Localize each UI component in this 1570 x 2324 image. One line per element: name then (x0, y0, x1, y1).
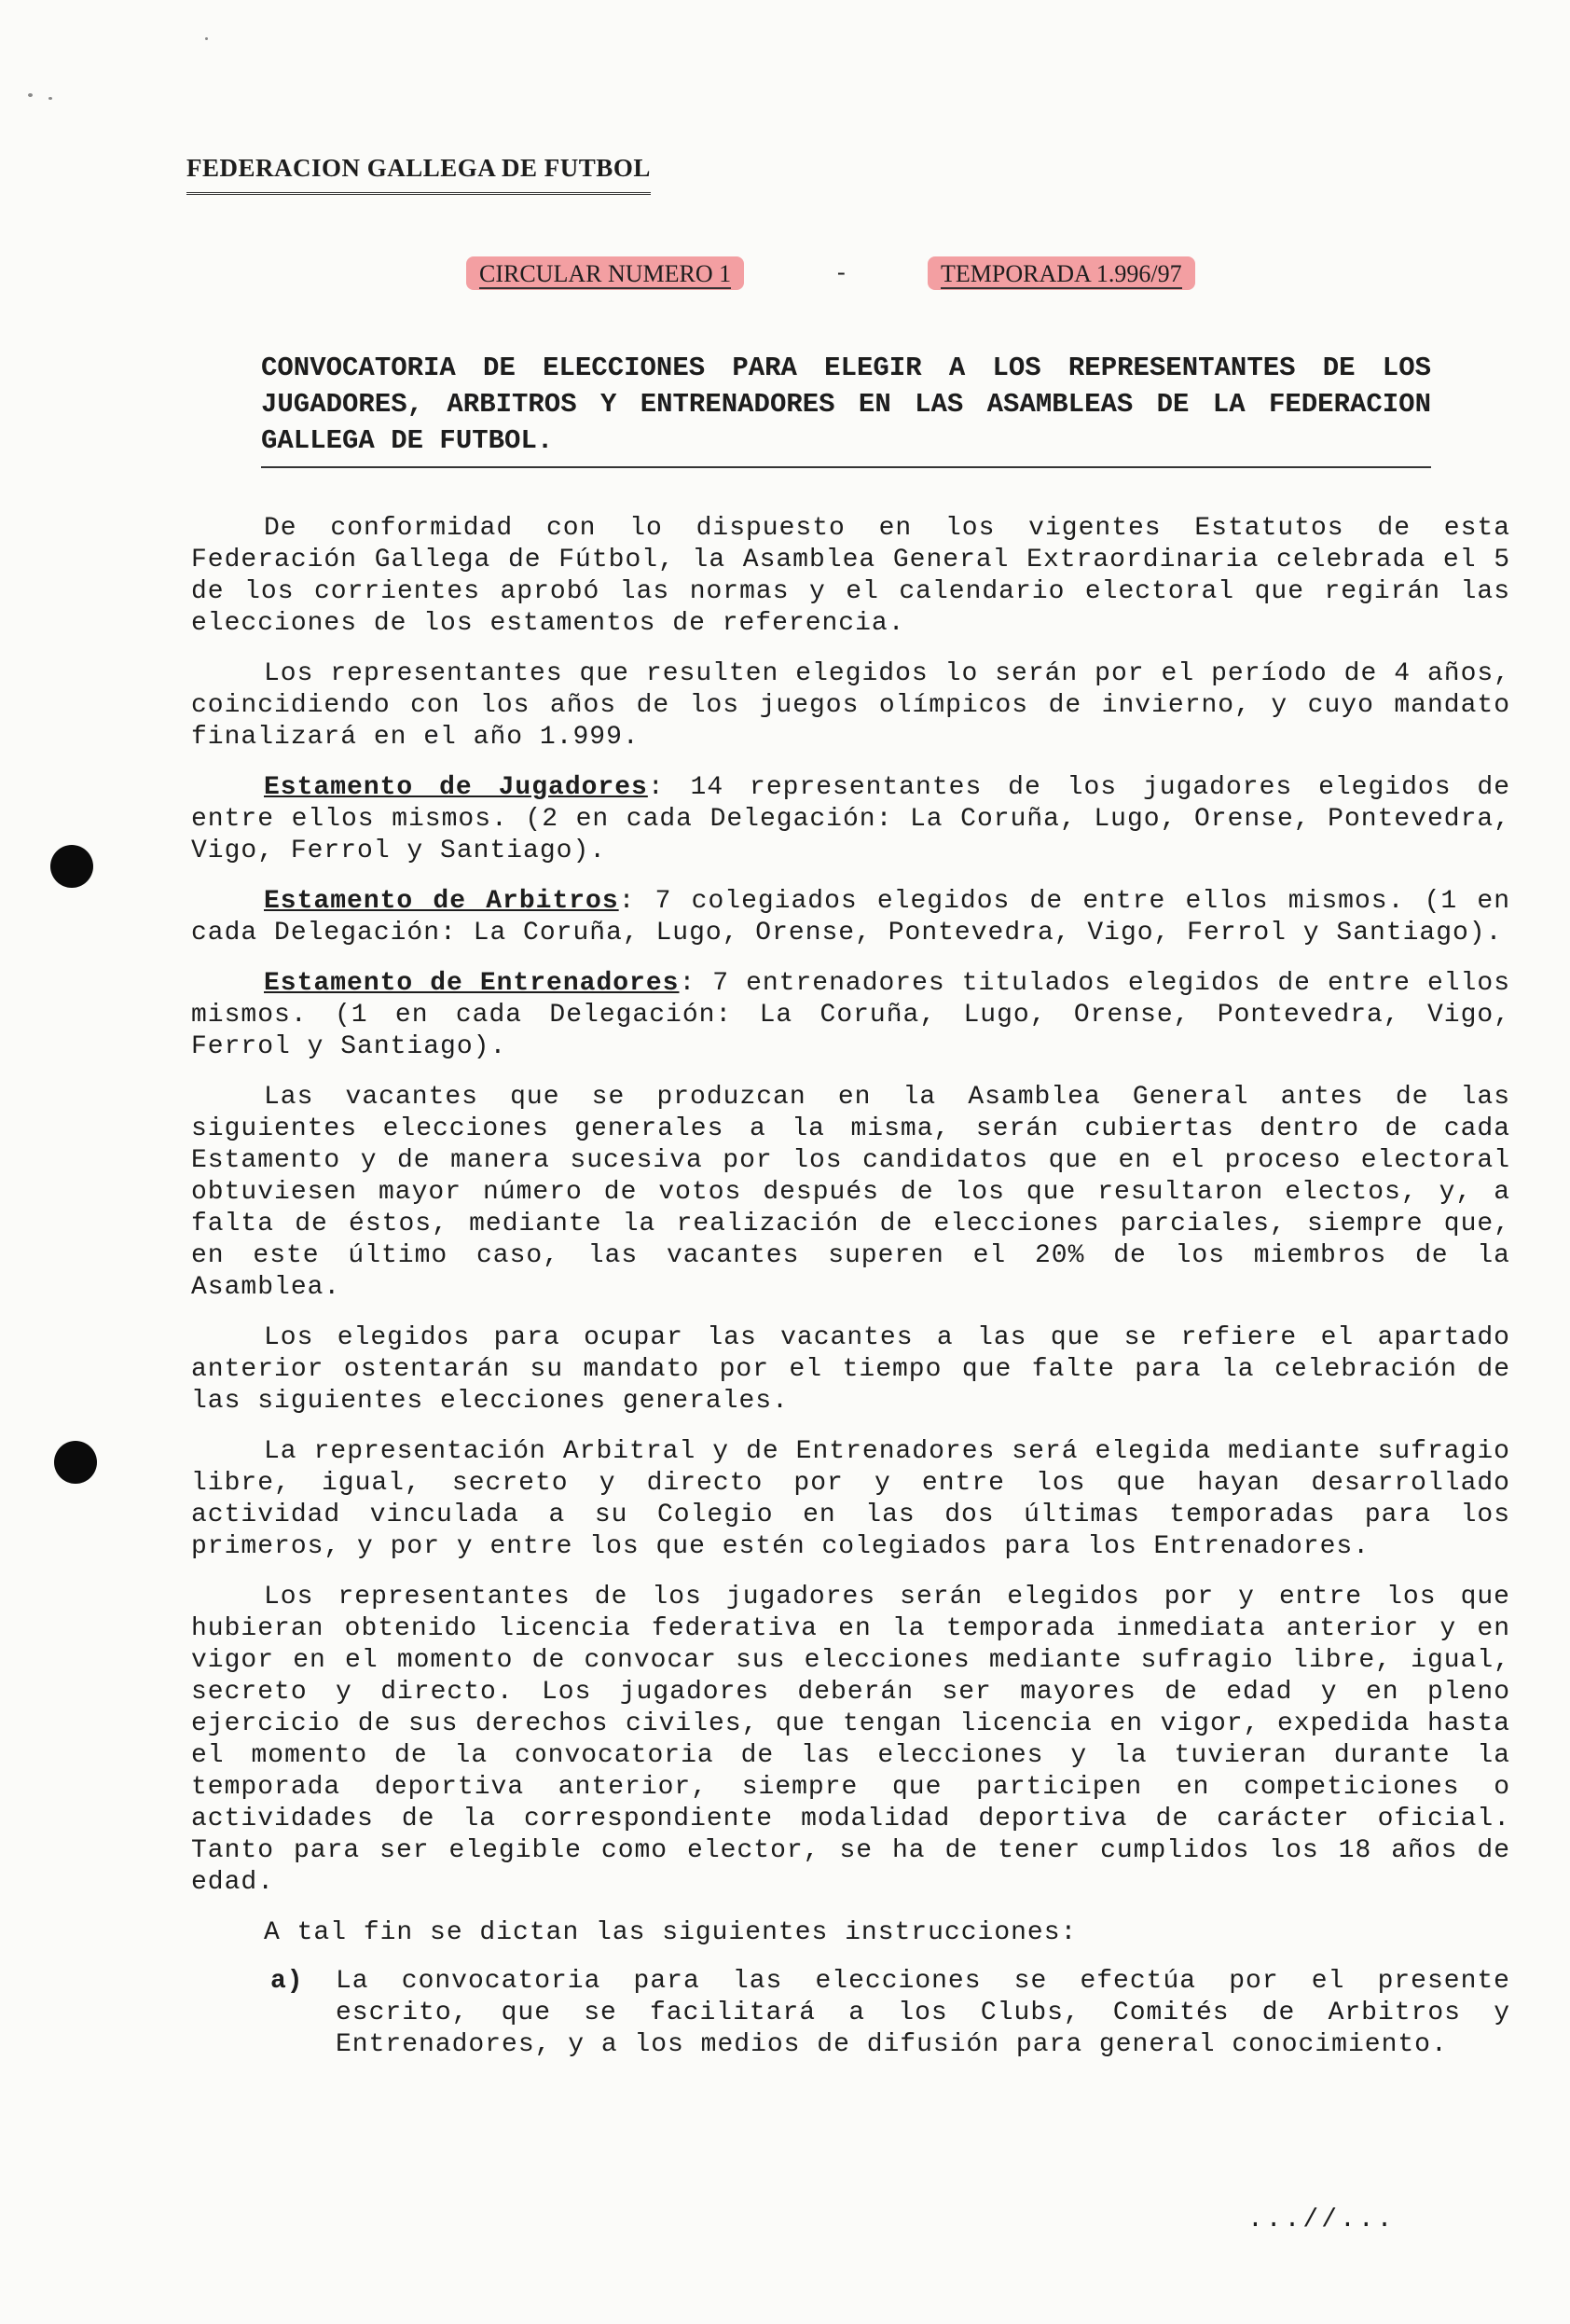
estamento-entrenadores-label: Estamento de Entrenadores (264, 969, 680, 998)
paper-speck (205, 37, 208, 40)
season-highlight (928, 256, 1195, 290)
paragraph-representacion: La representación Arbitral y de Entrenadores será elegida mediante sufragio libre, igual, secreto y directo por y entre los que hayan desarrollado actividad vinculada a su Colegio en las dos últimas temporadas para los primeros, y por y entre los que estén colegiados para los Entrenadores. (191, 1437, 1510, 1561)
estamento-entrenadores-text: : 7 entrenadores titulados elegidos de entre ellos mismos. (1 en cada Delegación: La Coruña, Lugo, Orense, Pontevedra, Vigo, Ferrol y Santiago). (191, 969, 1510, 1061)
instruction-item-a (191, 1966, 1510, 2061)
paragraph-estamento-arbitros (191, 886, 1510, 949)
estamento-arbitros-label: Estamento de Arbitros (264, 887, 619, 916)
estamento-arbitros-text: : 7 colegiados elegidos de entre ellos mismos. (1 en cada Delegación: La Coruña, Lugo, Orense, Pontevedra, Vigo, Ferrol y Santiago). (191, 887, 1510, 948)
paper-speck (28, 93, 33, 97)
estamento-jugadores-text: : 14 representantes de los jugadores elegidos de entre ellos mismos. (2 en cada Delegación: La Coruña, Lugo, Orense, Pontevedra, Vigo, Ferrol y Santiago). (191, 773, 1510, 865)
organization-header: FEDERACION GALLEGA DE FUTBOL (186, 154, 651, 195)
instruction-item-a-label: a) (270, 1967, 304, 1996)
document-title: CONVOCATORIA DE ELECCIONES PARA ELEGIR A LOS REPRESENTANTES DE LOS JUGADORES, ARBITROS Y ENTRENADORES EN LAS ASAMBLEAS DE LA FEDERACION GALLEGA DE FUTBOL. (261, 350, 1431, 468)
continuation-mark: ...//... (1247, 2206, 1396, 2234)
paragraph-elegidos: Los elegidos para ocupar las vacantes a las que se refiere el apartado anterior ostentarán su mandato por el tiempo que falte para la celebración de las siguientes elecciones generales. (191, 1323, 1510, 1416)
document-body (191, 513, 1510, 2080)
season-label: TEMPORADA 1.996/97 (941, 260, 1182, 287)
paragraph-instrucciones: A tal fin se dictan las siguientes instrucciones: (264, 1918, 1078, 1947)
paper-speck (48, 97, 52, 100)
estamento-jugadores-label: Estamento de Jugadores (264, 773, 648, 802)
punch-hole (50, 845, 93, 888)
paragraph-estamento-entrenadores (191, 968, 1510, 1063)
paragraph-estamento-jugadores (191, 772, 1510, 867)
circular-separator: - (837, 258, 846, 285)
instruction-item-a-text: La convocatoria para las elecciones se efectúa por el presente escrito, que se facilitará a los Clubs, Comités de Arbitros y Entrenadores, y a los medios de difusión para general conocimiento. (336, 1967, 1510, 2059)
paragraph-vacantes: Las vacantes que se produzcan en la Asamblea General antes de las siguientes elecciones generales a la misma, serán cubiertas dentro de cada Estamento y de manera sucesiva por los candidatos que en el proceso electoral obtuviesen mayor número de votos después de los que resultaron electos, y, a falta de éstos, mediante la realización de elecciones parciales, siempre que, en este último caso, las vacantes superen el 20% de los miembros de la Asamblea. (191, 1083, 1510, 1302)
circular-row (0, 256, 1570, 303)
circular-number: CIRCULAR NUMERO 1 (479, 260, 732, 287)
paragraph-requisitos-jugadores: Los representantes de los jugadores serán elegidos por y entre los que hubieran obtenido licencia federativa en la temporada inmediata anterior y en vigor en el momento de convocar sus elecciones mediante sufragio libre, igual, secreto y directo. Los jugadores deberán ser mayores de edad y en pleno ejercicio de sus derechos civiles, que tengan licencia en vigor, expedida hasta el momento de la convocatoria de las elecciones y la tuvieran durante la temporada deportiva anterior, siempre que participen en competiciones o actividades de la correspondiente modalidad deportiva de carácter oficial. Tanto para ser elegible como elector, se ha de tener cumplidos los 18 años de edad. (191, 1583, 1510, 1897)
punch-hole (54, 1441, 97, 1484)
paragraph-periodo: Los representantes que resulten elegidos lo serán por el período de 4 años, coincidiendo con los años de los juegos olímpicos de invierno, y cuyo mandato finalizará en el año 1.999. (191, 659, 1510, 752)
circular-number-highlight (466, 256, 744, 290)
paragraph-conformidad: De conformidad con lo dispuesto en los vigentes Estatutos de esta Federación Gallega de Fútbol, la Asamblea General Extraordinaria celebrada el 5 de los corrientes aprobó las normas y el calendario electoral que regirán las elecciones de los estamentos de referencia. (191, 514, 1510, 638)
